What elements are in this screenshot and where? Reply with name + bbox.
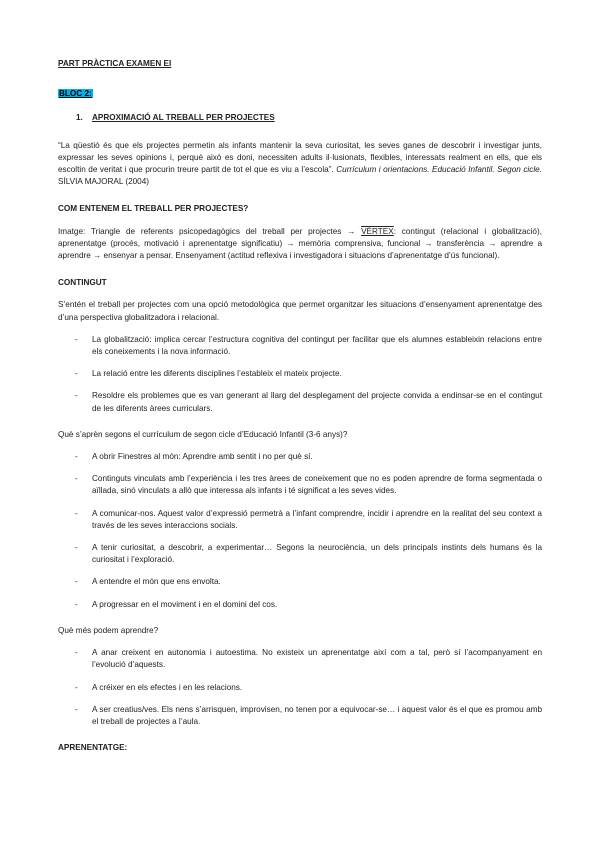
list-item: - A créixer en els efectes i en les relacions. (58, 682, 542, 694)
mes-list (58, 647, 542, 728)
section-title: APROXIMACIÓ AL TREBALL PER PROJECTES (92, 113, 275, 123)
list-item: - A ser creatius/ves. Els nens s’arrisquen, improvisen, no tenen por a equivocar-se… i aquest valor és el que es promou amb el treball de projectes a l’aula. (58, 704, 542, 728)
imatge-vertex: VÈRTEX (361, 226, 394, 236)
list-item: - Continguts vinculats amb l’experiència i les tres àrees de coneixement que no es poden aprendre de forma segmentada o aïllada, sinó vinculats a allò que interessa als infants i té significat a les seves vides. (58, 473, 542, 497)
imatge-pre: Imatge: Triangle de referents psicopedagògics del treball per projectes → (58, 226, 356, 236)
quote-source: Currículum i orientacions. Educació Infantil. Segon cicle. (336, 165, 542, 175)
heading-contingut: CONTINGUT (58, 278, 107, 288)
list-item: - A obrir Finestres al món: Aprendre amb sentit i no per què sí. (58, 451, 542, 463)
list-item: - A tenir curiositat, a descobrir, a experimentar… Segons la neurociència, un dels principals instints dels humans és la curiositat i l’exploració. (58, 542, 542, 566)
contingut-list (58, 334, 542, 415)
bloc-line (58, 88, 542, 100)
quote-author: SÍLVIA MAJORAL (2004) (58, 177, 150, 187)
list-item: - A progressar en el moviment i en el domini del cos. (58, 599, 542, 611)
quote-paragraph (58, 140, 542, 189)
heading-que-mes: Què més podem aprendre? (58, 625, 159, 635)
heading-com-entenem: COM ENTENEM EL TREBALL PER PROJECTES? (58, 204, 249, 214)
quote-text: “La qüestió és que els projectes permetin als infants mantenir la seva curiositat, les seves ganes de descobrir i investigar junts, expressar les seves opinions i, perquè això es doni, necessiten adults il·lusionats, flexibles, interessats realment en ells, que els escoltin de veritat i que procurin treure partit de tot el que es viu a l’escola”. (58, 140, 542, 175)
contingut-intro: S’entén el treball per projectes com una opció metodològica que permet organitzar les situacions d’ensenyament aprenentatge des d’una perspectiva globalitzadora i relacional. (58, 300, 542, 322)
list-item: - La relació entre les diferents disciplines l’estableix el mateix projecte. (58, 368, 542, 380)
list-item: - Resoldre els problemes que es van generant al llarg del desplegament del projecte convida a endinsar-se en el contingut de les diferents àrees curriculars. (58, 390, 542, 414)
bloc-label: BLOC 2: (59, 89, 92, 99)
list-item: - A anar creixent en autonomia i autoestima. No existeix un aprenentatge així com a tal, però sí l’acompanyament en l’evolució d’aquests. (58, 647, 542, 671)
list-item: - La globalització: implica cercar l’estructura cognitiva del contingut per facilitar que els alumnes estableixin relacions entre els coneixements i la nova informació. (58, 334, 542, 358)
list-item: - A entendre el món que ens envolta. (58, 576, 542, 588)
imatge-post: : contingut (relacional i globalització), aprenentatge (procés, motivació i aprenentatge significatiu) → memòria comprensiva, funcional → transferència → aprendre a aprendre → ensenyar a pensar. Ensenyament (actitud reflexiva i investigadora i situacions d’aprenentatge d’ús funcional). (58, 226, 542, 261)
doc-title: PART PRÀCTICA EXAMEN EI (58, 59, 172, 68)
section-heading (58, 112, 542, 124)
list-item: - A comunicar-nos. Aquest valor d’expressió permetrà a l’infant comprendre, incidir i aprendre en la realitat del seu context a través de les seves interaccions socials. (58, 508, 542, 532)
apren-list (58, 451, 542, 611)
section-number: 1. (76, 113, 83, 123)
heading-que-apren: Què s’aprèn segons el currículum de segon cicle d’Educació Infantil (3-6 anys)? (58, 429, 348, 439)
imatge-paragraph (58, 226, 542, 263)
heading-aprenentatge: APRENENTATGE: (58, 743, 128, 753)
